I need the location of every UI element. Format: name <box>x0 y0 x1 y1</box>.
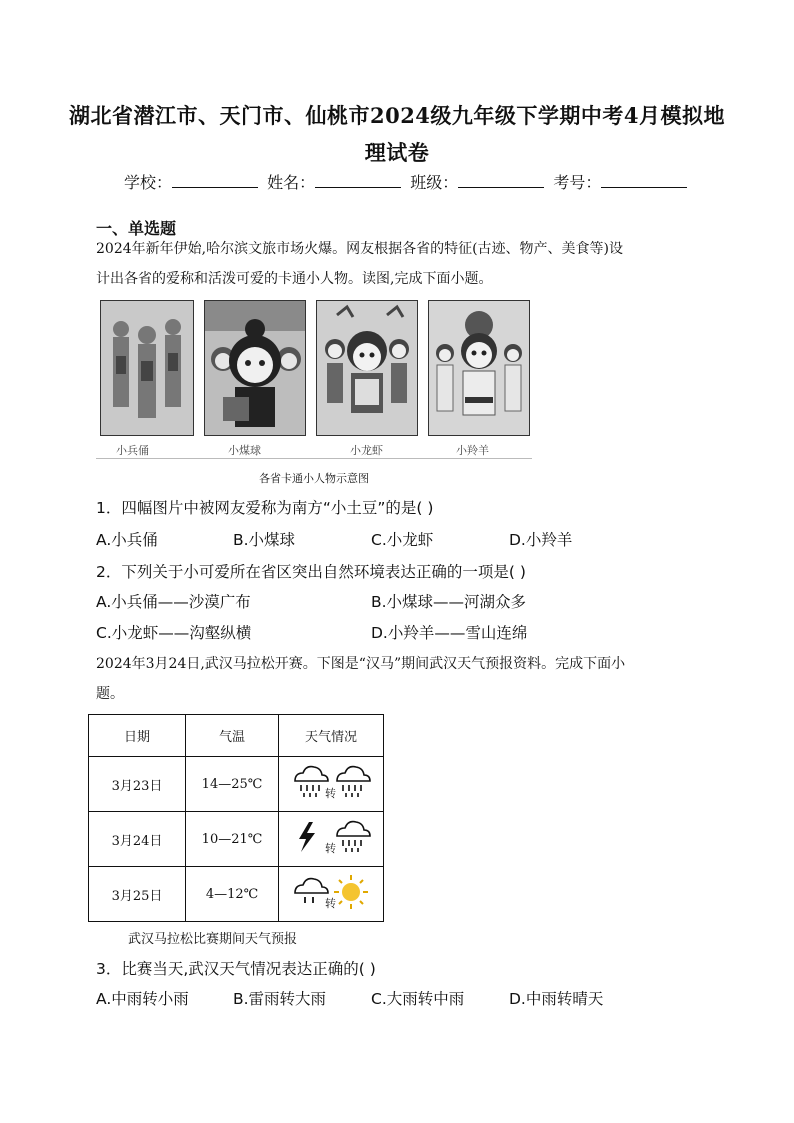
intro2-line2: 题。 <box>96 686 124 702</box>
q1-option-d[interactable]: D.小羚羊 <box>509 531 573 549</box>
number-label: 考号： <box>553 173 602 192</box>
turn-word: 转 <box>325 897 336 910</box>
question-2-stem: 2．下列关于小可爱所在省区突出自然环境表达正确的一项是( ) <box>96 563 526 581</box>
number-blank <box>601 173 687 188</box>
exam-title-line2: 理试卷 <box>364 140 430 165</box>
intro1-line1: 2024年新年伊始,哈尔滨文旅市场火爆。网友根据各省的特征(古迹、物产、美食等)设 <box>96 241 624 257</box>
name-label: 姓名： <box>267 173 316 192</box>
table-header-row <box>89 715 384 757</box>
turn-word: 转 <box>325 787 336 800</box>
exam-title-line1: 湖北省潜江市、天门市、仙桃市2024级九年级下学期中考4月模拟地 <box>68 103 726 128</box>
thunder-icon <box>299 822 315 852</box>
intro-paragraph-1 <box>96 234 700 294</box>
sun-icon <box>334 875 368 909</box>
turn-word: 转 <box>325 842 336 855</box>
antelope-picture <box>428 300 530 436</box>
figure-baseline <box>96 458 532 459</box>
q2-option-b[interactable]: B.小煤球——河湖众多 <box>371 593 527 611</box>
label-meiqiu: 小煤球 <box>228 444 261 457</box>
q2-option-c[interactable]: C.小龙虾——沟壑纵横 <box>96 624 252 642</box>
row1-date: 3月23日 <box>89 757 186 812</box>
table-caption: 武汉马拉松比赛期间天气预报 <box>128 932 298 947</box>
coal-ball-picture <box>204 300 306 436</box>
rain-heavy-icon <box>337 822 370 852</box>
school-blank <box>172 173 258 188</box>
row3-temp: 4—12℃ <box>186 867 279 922</box>
intro-paragraph-2 <box>96 649 700 709</box>
q1-option-a[interactable]: A.小兵俑 <box>96 531 158 549</box>
rain-heavy-icon <box>337 767 370 797</box>
q3-option-b[interactable]: B.雷雨转大雨 <box>233 990 327 1008</box>
q1-option-b[interactable]: B.小煤球 <box>233 531 296 549</box>
table-row <box>89 757 384 812</box>
cartoon-figure <box>96 300 532 462</box>
row3-date: 3月25日 <box>89 867 186 922</box>
name-blank <box>315 173 401 188</box>
rain-heavy-icon <box>295 767 328 797</box>
row1-weather <box>279 757 384 812</box>
table-row <box>89 812 384 867</box>
row1-temp: 14—25℃ <box>186 757 279 812</box>
weather-forecast-table <box>88 714 384 922</box>
figure1-caption: 各省卡通小人物示意图 <box>259 472 369 485</box>
class-label: 班级： <box>410 173 459 192</box>
table-row <box>89 867 384 922</box>
row2-date: 3月24日 <box>89 812 186 867</box>
question-1-stem: 1．四幅图片中被网友爱称为南方“小土豆”的是( ) <box>96 499 434 517</box>
class-blank <box>458 173 544 188</box>
header-weather: 天气情况 <box>279 715 384 757</box>
crayfish-picture <box>316 300 418 436</box>
label-lingyang: 小羚羊 <box>456 444 489 457</box>
header-date: 日期 <box>89 715 186 757</box>
label-longxia: 小龙虾 <box>350 444 383 457</box>
section-heading: 一、单选题 <box>96 219 177 238</box>
row3-weather <box>279 867 384 922</box>
label-bingyong: 小兵俑 <box>116 444 149 457</box>
q3-option-d[interactable]: D.中雨转晴天 <box>509 990 604 1008</box>
header-temp: 气温 <box>186 715 279 757</box>
q3-option-a[interactable]: A.中雨转小雨 <box>96 990 189 1008</box>
rain-light-icon <box>295 879 328 903</box>
student-info-row <box>124 170 691 193</box>
intro2-line1: 2024年3月24日,武汉马拉松开赛。下图是“汉马”期间武汉天气预报资料。完成下面小 <box>96 656 626 672</box>
intro1-line2: 计出各省的爱称和活泼可爱的卡通小人物。读图,完成下面小题。 <box>96 271 493 287</box>
row2-weather <box>279 812 384 867</box>
q2-option-d[interactable]: D.小羚羊——雪山连绵 <box>371 624 528 642</box>
q2-option-a[interactable]: A.小兵俑——沙漠广布 <box>96 593 251 611</box>
row2-temp: 10—21℃ <box>186 812 279 867</box>
question-3-stem: 3．比赛当天,武汉天气情况表达正确的( ) <box>96 960 376 978</box>
terracotta-picture <box>100 300 194 436</box>
q3-option-c[interactable]: C.大雨转中雨 <box>371 990 465 1008</box>
school-label: 学校： <box>124 173 173 192</box>
q1-option-c[interactable]: C.小龙虾 <box>371 531 434 549</box>
